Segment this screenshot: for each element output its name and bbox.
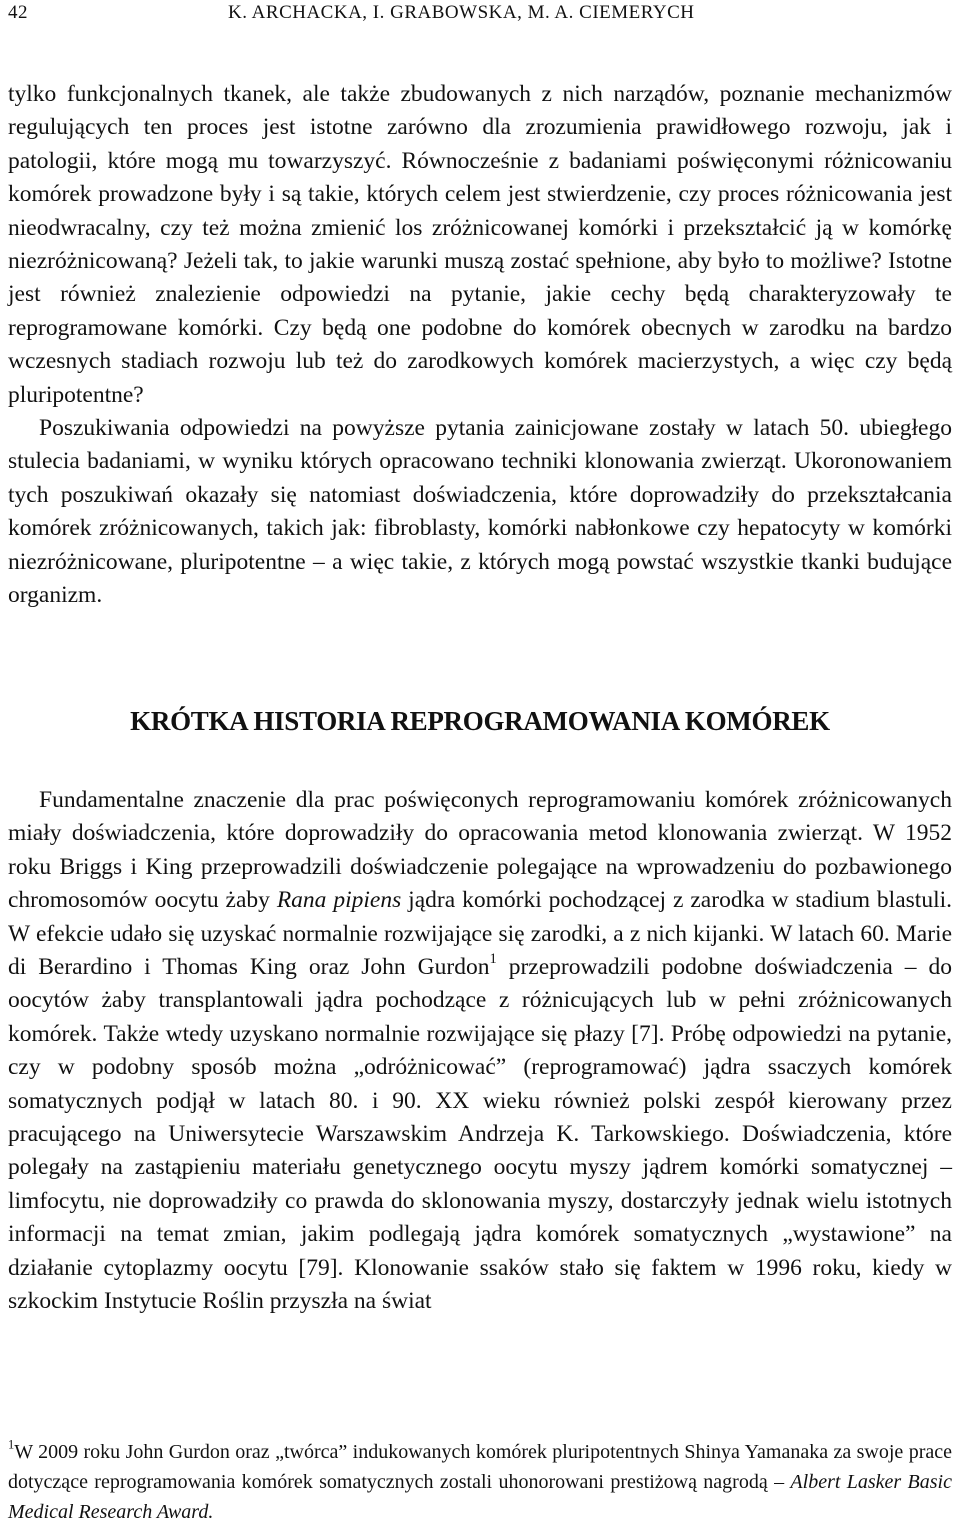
footnote-reference: 1 [489,951,497,968]
section-text-part-c: przeprowadzili podobne doświadczenia – do oocytów żaby transplantowali jądra pochodzące z różnicujących lub w pełni zróżnicowanych komórek. Także wtedy uzyskano normalnie rozwijające się płazy [7]. Próbę odpowiedzi na pytanie, czy w podobny sposób można „odróżnicować” (reprogramować) jądra ssaczych komórek somatycznych podjął w latach 80. i 90. XX wieku również polski zespół kierowany przez pracującego na Uniwersytecie Warszawskim Andrzeja K. Tarkowskiego. Doświadczenia, które polegały na zastąpieniu materiału genetycznego oocytu myszy jądrem komórki somatycznej – limfocytu, nie doprowadziły co prawda do sklonowania myszy, dostarczyły jednak wielu istotnych informacji na temat zmian, jakim podlegają jądra komórek somatycznych „wystawione” na działanie cytoplazmy oocytu [79]. Klonowanie ssaków stało się faktem w 1996 roku, kiedy w szkockim Instytucie Roślin przyszła na świat [8,954,952,1315]
section-text-part-a: Fundamentalne znaczenie dla prac poświęconych reprogramowaniu komórek zróżnicowanych miały doświadczenia, które doprowadziły do opracowania metod klonowania zwierząt. W 1952 roku Briggs i King przeprowadzili doświadczenie polegające na wprowadzeniu do pozbawionego chromosomów oocytu żaby [8,787,952,914]
running-head-authors: K. ARCHACKA, I. GRABOWSKA, M. A. CIEMERYCH [228,2,695,23]
section-heading: KRÓTKA HISTORIA REPROGRAMOWANIA KOMÓREK [130,706,830,736]
section-text [8,784,952,1319]
intro-paragraph-2: Poszukiwania odpowiedzi na powyższe pytania zainicjowane zostały w latach 50. ubiegłego stulecia badaniami, w wyniku których opracowano techniki klonowania zwierząt. Ukoronowaniem tych poszukiwań okazały się natomiast doświadczenia, które doprowadziły do przekształcania komórek zróżnicowanych, takich jak: fibroblasty, komórki nabłonkowe czy hepatocyty w komórki niezróżnicowane, pluripotentne – a więc takie, z których mogą powstać wszystkie tkanki budujące organizm. [8,415,952,609]
page-number: 42 [8,2,28,23]
footnote [8,1437,952,1527]
section-text-part-b: jądra komórki pochodzącej z zarodka w stadium blastuli. W efekcie udało się uzyskać normalnie rozwijające się zarodki, a z nich kijanki. W latach 60. Marie di Berardino i Thomas King oraz John Gurdon [8,887,952,981]
intro-text [8,78,952,613]
section-paragraph [8,784,952,1319]
footnote-marker: 1 [8,1437,15,1452]
footnote-paragraph [8,1437,952,1527]
page-header [8,0,952,26]
footnote-text: W 2009 roku John Gurdon oraz „twórca” indukowanych komórek pluripotentnych Shinya Yamanaka za swoje prace dotyczące reprogramowania komórek somatycznych zostali uhonorowani prestiżową nagrodą – [8,1441,952,1493]
species-name: Rana pipiens [276,887,402,914]
intro-paragraph-1: tylko funkcjonalnych tkanek, ale także zbudowanych z nich narządów, poznanie mechanizmów regulujących ten proces jest istotne zarówno dla zrozumienia prawidłowego rozwoju, jak i patologii, które mogą mu towarzyszyć. Równocześnie z badaniami poświęconymi różnicowaniu komórek prowadzone były i są takie, których celem jest stwierdzenie, czy proces różnicowania jest nieodwracalny, czy też można zmienić los zróżnicowanej komórki i przekształcić ją w komórkę niezróżnicowaną? Jeżeli tak, to jakie warunki muszą zostać spełnione, aby było to możliwe? Istotne jest również znalezienie odpowiedzi na pytanie, jakie cechy będą charakteryzowały te reprogramowane komórki. Czy będą one podobne do komórek obecnych w zarodku na bardzo wczesnych stadiach rozwoju lub też do zarodkowych komórek macierzystych, a więc czy będą pluripotentne? [8,81,952,408]
award-name: Albert Lasker Basic Medical Research Award. [8,1471,952,1523]
